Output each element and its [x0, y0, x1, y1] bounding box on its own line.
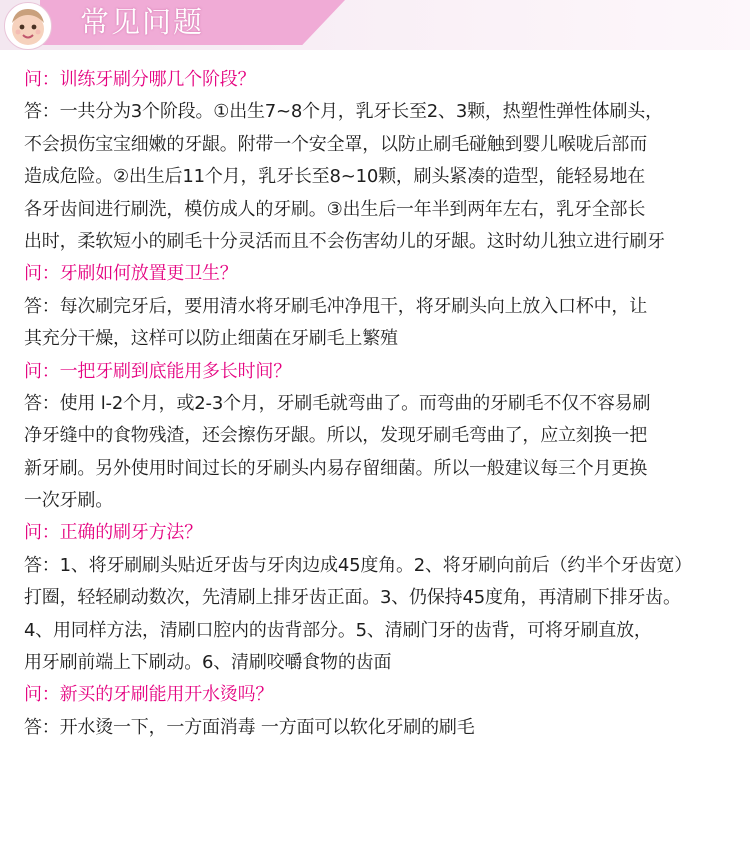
answer-line: 出时，柔软短小的刷毛十分灵活而且不会伤害幼儿的牙龈。这时幼儿独立进行刷牙 [24, 230, 665, 252]
header-banner [0, 0, 750, 50]
answer-line: 4、用同样方法，清刷口腔内的齿背部分。5、清刷门牙的齿背，可将牙刷直放， [24, 619, 652, 641]
answer-line: 造成危险。②出生后11个月，乳牙长至8~10颗，刷头紧凑的造型，能轻易地在 [24, 166, 646, 188]
question-line: 问：新买的牙刷能用开水烫吗？ [24, 684, 274, 706]
question-line: 问：正确的刷牙方法？ [24, 522, 202, 544]
answer-line: 其充分干燥，这样可以防止细菌在牙刷毛上繁殖 [24, 328, 398, 350]
answer-line: 一次牙刷。 [24, 490, 113, 512]
baby-avatar-icon [4, 2, 52, 50]
answer-line: 各牙齿间进行刷洗，模仿成人的牙刷。③出生后一年半到两年左右，乳牙全部长 [24, 198, 646, 220]
answer-line: 打圈，轻轻刷动数次，先清刷上排牙齿正面。3、仍保持45度角，再清刷下排牙齿。 [24, 587, 681, 609]
answer-line: 答：每次刷完牙后，要用清水将牙刷毛冲净甩干，将牙刷头向上放入口杯中，让 [24, 295, 647, 317]
answer-line: 答：一共分为3个阶段。①出生7~8个月，乳牙长至2、3颗，热塑性弹性体刷头， [24, 101, 663, 123]
question-line: 问：一把牙刷到底能用多长时间？ [24, 360, 291, 382]
faq-content [24, 64, 750, 744]
answer-line: 用牙刷前端上下刷动。6、清刷咬嚼食物的齿面 [24, 652, 392, 674]
answer-line: 不会损伤宝宝细嫩的牙龈。附带一个安全罩，以防止刷毛碰触到婴儿喉咙后部而 [24, 133, 647, 155]
page-title: 常见问题 [80, 5, 205, 39]
answer-line: 新牙刷。另外使用时间过长的牙刷头内易存留细菌。所以一般建议每三个月更换 [24, 457, 647, 479]
answer-line: 答：开水烫一下，一方面消毒 一方面可以软化牙刷的刷毛 [24, 716, 475, 738]
question-line: 问：训练牙刷分哪几个阶段？ [24, 69, 256, 90]
answer-line: 答：1、将牙刷刷头贴近牙齿与牙肉边成45度角。2、将牙刷向前后（约半个牙齿宽） [24, 554, 693, 576]
question-line: 问：牙刷如何放置更卫生？ [24, 263, 238, 285]
answer-line: 答：使用 l-2个月，或2-3个月，牙刷毛就弯曲了。而弯曲的牙刷毛不仅不容易刷 [24, 392, 651, 414]
answer-line: 净牙缝中的食物残渣，还会擦伤牙龈。所以，发现牙刷毛弯曲了，应立刻换一把 [24, 425, 647, 447]
